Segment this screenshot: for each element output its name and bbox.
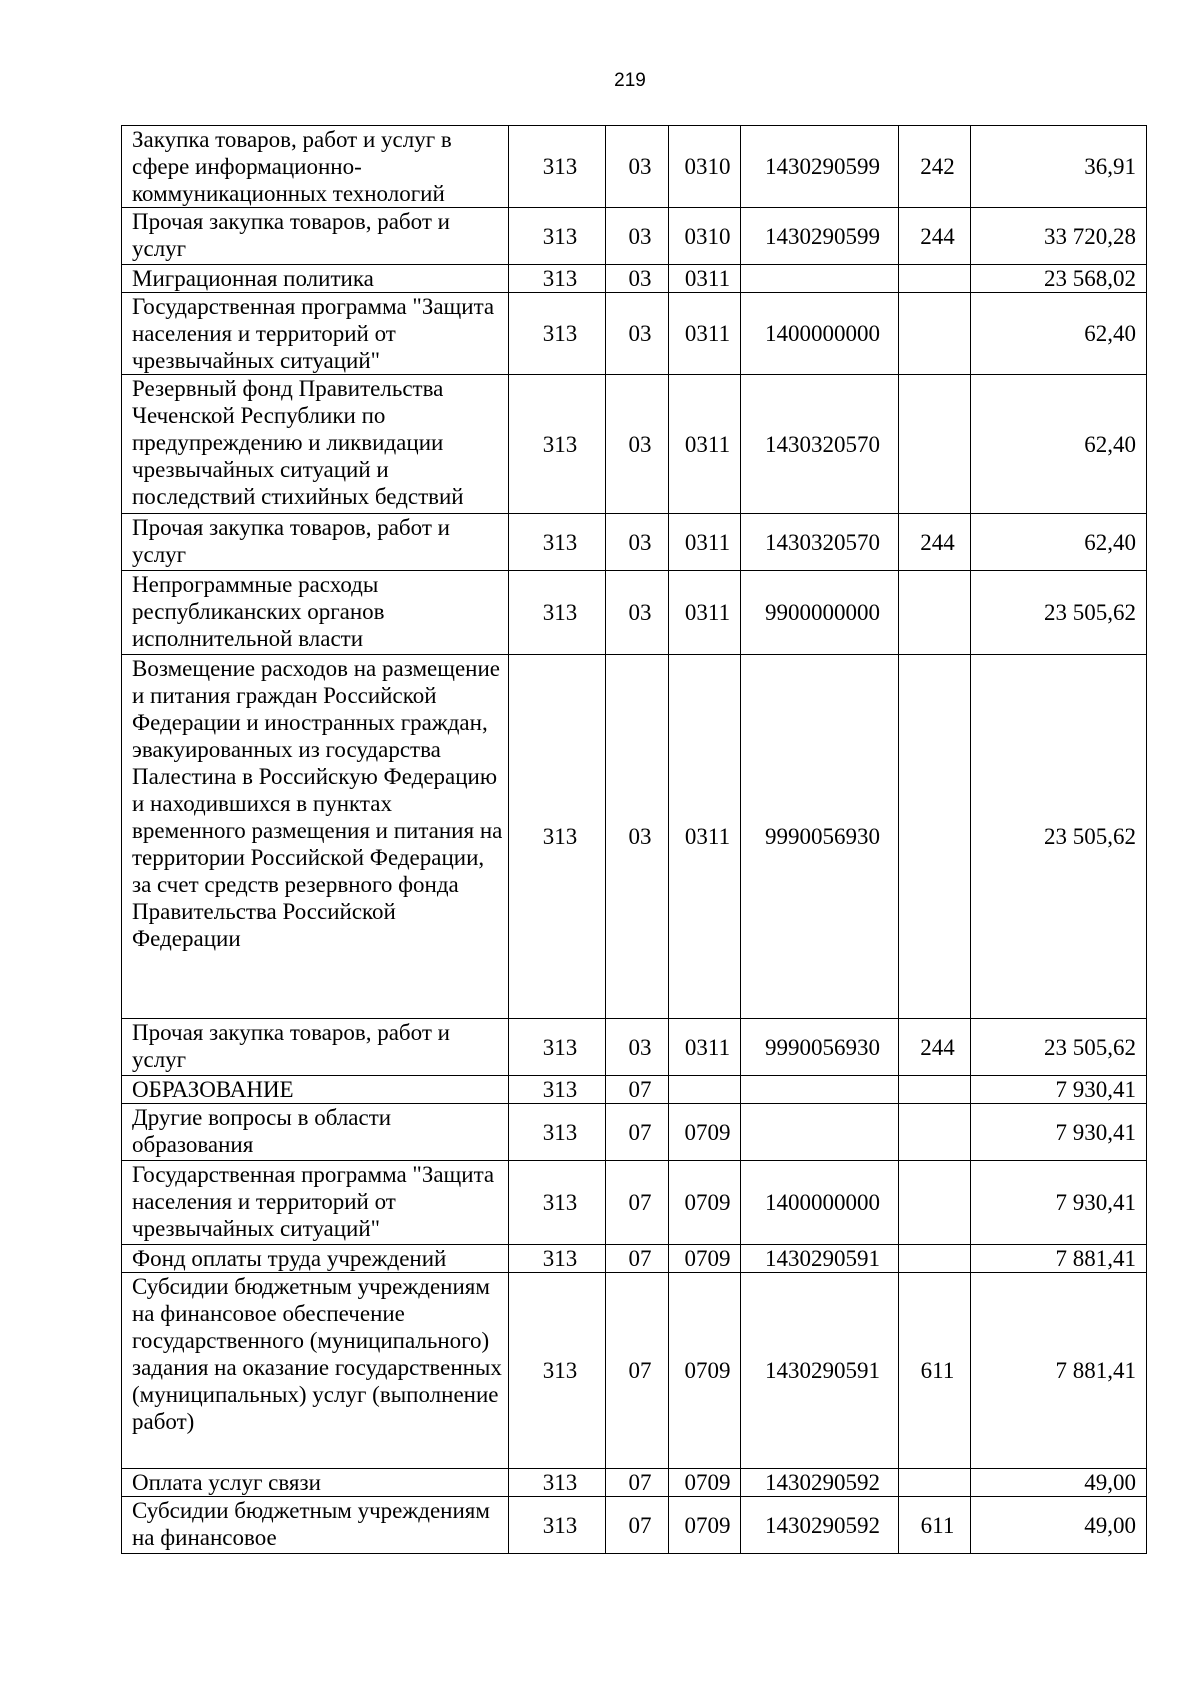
row-sum: 7 930,41 xyxy=(971,1104,1147,1161)
row-pr: 0709 xyxy=(669,1161,741,1245)
row-sum: 49,00 xyxy=(971,1469,1147,1497)
row-ved: 313 xyxy=(509,514,606,571)
row-sum: 7 881,41 xyxy=(971,1273,1147,1469)
table-row xyxy=(122,1076,1147,1104)
row-name: Субсидии бюджетным учреждениям на финансовое обеспечение государственного (муниципального) задания на оказание государственных (муниципальных) услуг (выполнение работ) xyxy=(122,1273,509,1469)
row-ved: 313 xyxy=(509,1245,606,1273)
row-sum: 33 720,28 xyxy=(971,208,1147,265)
row-csr: 1430290592 xyxy=(741,1469,899,1497)
row-name: Фонд оплаты труда учреждений xyxy=(122,1245,509,1273)
row-rz: 07 xyxy=(606,1469,669,1497)
row-name: Миграционная политика xyxy=(122,265,509,293)
row-csr xyxy=(741,1076,899,1104)
row-rz: 03 xyxy=(606,1019,669,1076)
row-csr: 1430290599 xyxy=(741,208,899,265)
row-pr xyxy=(669,1076,741,1104)
row-vr: 244 xyxy=(899,514,971,571)
row-rz: 07 xyxy=(606,1273,669,1469)
row-rz: 03 xyxy=(606,265,669,293)
row-rz: 07 xyxy=(606,1497,669,1554)
row-vr xyxy=(899,1161,971,1245)
row-pr: 0709 xyxy=(669,1273,741,1469)
row-sum: 7 881,41 xyxy=(971,1245,1147,1273)
row-pr: 0311 xyxy=(669,375,741,514)
row-name: Государственная программа "Защита населения и территорий от чрезвычайных ситуаций" xyxy=(122,1161,509,1245)
row-rz: 07 xyxy=(606,1104,669,1161)
row-vr: 244 xyxy=(899,1019,971,1076)
row-csr xyxy=(741,265,899,293)
table-row xyxy=(122,1104,1147,1161)
row-vr xyxy=(899,265,971,293)
row-name: Прочая закупка товаров, работ и услуг xyxy=(122,514,509,571)
row-rz: 07 xyxy=(606,1076,669,1104)
row-name: Оплата услуг связи xyxy=(122,1469,509,1497)
row-ved: 313 xyxy=(509,265,606,293)
row-rz: 07 xyxy=(606,1161,669,1245)
table-row xyxy=(122,1497,1147,1554)
row-ved: 313 xyxy=(509,1497,606,1554)
row-vr: 611 xyxy=(899,1497,971,1554)
row-pr: 0310 xyxy=(669,208,741,265)
table-row xyxy=(122,514,1147,571)
row-csr xyxy=(741,1104,899,1161)
row-ved: 313 xyxy=(509,1273,606,1469)
row-pr: 0709 xyxy=(669,1469,741,1497)
row-pr: 0709 xyxy=(669,1104,741,1161)
table-row xyxy=(122,375,1147,514)
table-row xyxy=(122,1245,1147,1273)
row-ved: 313 xyxy=(509,1019,606,1076)
row-csr: 9900000000 xyxy=(741,571,899,655)
row-csr: 1430290591 xyxy=(741,1273,899,1469)
row-name: Закупка товаров, работ и услуг в сфере информационно-коммуникационных технологий xyxy=(122,126,509,208)
row-sum: 62,40 xyxy=(971,514,1147,571)
row-vr xyxy=(899,293,971,375)
table-row xyxy=(122,126,1147,208)
row-pr: 0311 xyxy=(669,1019,741,1076)
row-csr: 1430320570 xyxy=(741,375,899,514)
row-csr: 1430290599 xyxy=(741,126,899,208)
row-pr: 0311 xyxy=(669,293,741,375)
row-name: ОБРАЗОВАНИЕ xyxy=(122,1076,509,1104)
row-sum: 62,40 xyxy=(971,293,1147,375)
row-vr xyxy=(899,375,971,514)
row-sum: 23 505,62 xyxy=(971,571,1147,655)
row-rz: 03 xyxy=(606,375,669,514)
row-vr xyxy=(899,1076,971,1104)
row-csr: 1430320570 xyxy=(741,514,899,571)
row-vr: 242 xyxy=(899,126,971,208)
row-name: Прочая закупка товаров, работ и услуг xyxy=(122,1019,509,1076)
row-csr: 9990056930 xyxy=(741,1019,899,1076)
page-number: 219 xyxy=(614,70,646,91)
row-ved: 313 xyxy=(509,375,606,514)
row-name: Государственная программа "Защита населения и территорий от чрезвычайных ситуаций" xyxy=(122,293,509,375)
row-ved: 313 xyxy=(509,293,606,375)
row-ved: 313 xyxy=(509,1469,606,1497)
row-vr: 244 xyxy=(899,208,971,265)
table-row xyxy=(122,1273,1147,1469)
table-row xyxy=(122,571,1147,655)
row-ved: 313 xyxy=(509,126,606,208)
row-vr xyxy=(899,1469,971,1497)
row-csr: 1400000000 xyxy=(741,293,899,375)
row-csr: 1400000000 xyxy=(741,1161,899,1245)
row-ved: 313 xyxy=(509,655,606,1019)
row-vr: 611 xyxy=(899,1273,971,1469)
row-name: Другие вопросы в области образования xyxy=(122,1104,509,1161)
row-rz: 03 xyxy=(606,293,669,375)
row-pr: 0709 xyxy=(669,1245,741,1273)
row-sum: 36,91 xyxy=(971,126,1147,208)
table-row xyxy=(122,655,1147,1019)
row-name: Непрограммные расходы республиканских органов исполнительной власти xyxy=(122,571,509,655)
row-ved: 313 xyxy=(509,1161,606,1245)
row-csr: 9990056930 xyxy=(741,655,899,1019)
row-rz: 03 xyxy=(606,514,669,571)
row-csr: 1430290592 xyxy=(741,1497,899,1554)
row-sum: 23 505,62 xyxy=(971,1019,1147,1076)
row-vr xyxy=(899,571,971,655)
table-row xyxy=(122,208,1147,265)
row-pr: 0311 xyxy=(669,655,741,1019)
row-sum: 7 930,41 xyxy=(971,1161,1147,1245)
row-name: Возмещение расходов на размещение и питания граждан Российской Федерации и иностранных граждан, эвакуированных из государства Палестина в Российскую Федерацию и находившихся в пунктах временного размещения и питания на территории Российской Федерации, за счет средств резервного фонда Правительства Российской Федерации xyxy=(122,655,509,1019)
row-rz: 03 xyxy=(606,571,669,655)
row-rz: 03 xyxy=(606,126,669,208)
row-pr: 0709 xyxy=(669,1497,741,1554)
row-ved: 313 xyxy=(509,1104,606,1161)
row-pr: 0311 xyxy=(669,514,741,571)
row-pr: 0311 xyxy=(669,571,741,655)
row-vr xyxy=(899,655,971,1019)
row-vr xyxy=(899,1245,971,1273)
row-name: Резервный фонд Правительства Чеченской Республики по предупреждению и ликвидации чрезвычайных ситуаций и последствий стихийных бедствий xyxy=(122,375,509,514)
row-sum: 49,00 xyxy=(971,1497,1147,1554)
row-name: Прочая закупка товаров, работ и услуг xyxy=(122,208,509,265)
row-ved: 313 xyxy=(509,1076,606,1104)
table-row xyxy=(122,293,1147,375)
table-row xyxy=(122,1161,1147,1245)
row-vr xyxy=(899,1104,971,1161)
row-pr: 0310 xyxy=(669,126,741,208)
row-sum: 23 505,62 xyxy=(971,655,1147,1019)
row-name: Субсидии бюджетным учреждениям на финансовое xyxy=(122,1497,509,1554)
table-row xyxy=(122,265,1147,293)
row-rz: 07 xyxy=(606,1245,669,1273)
row-rz: 03 xyxy=(606,208,669,265)
row-pr: 0311 xyxy=(669,265,741,293)
row-ved: 313 xyxy=(509,208,606,265)
row-ved: 313 xyxy=(509,571,606,655)
budget-table xyxy=(121,125,1147,1554)
table-row xyxy=(122,1469,1147,1497)
row-sum: 23 568,02 xyxy=(971,265,1147,293)
table-row xyxy=(122,1019,1147,1076)
row-sum: 7 930,41 xyxy=(971,1076,1147,1104)
row-csr: 1430290591 xyxy=(741,1245,899,1273)
row-sum: 62,40 xyxy=(971,375,1147,514)
row-rz: 03 xyxy=(606,655,669,1019)
